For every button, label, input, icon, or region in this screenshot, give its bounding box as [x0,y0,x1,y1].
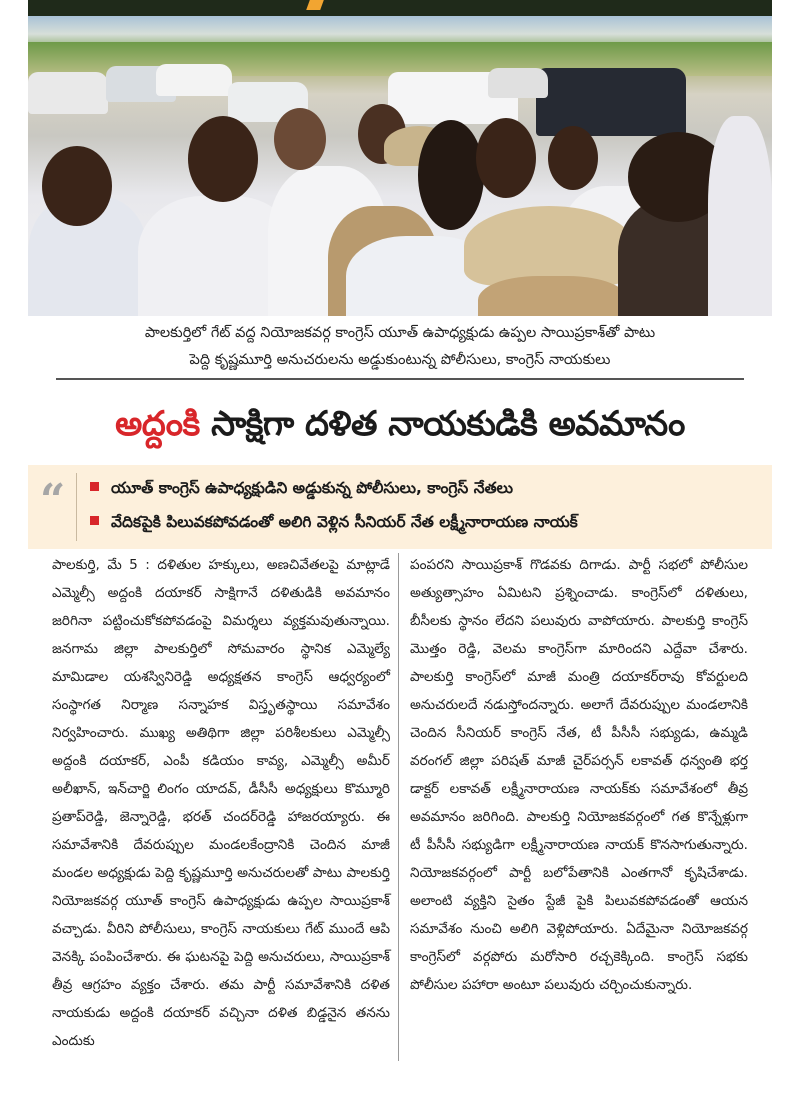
bullet-square-icon [90,516,99,525]
photo-caption [56,320,744,374]
article-headline [28,396,772,452]
photo-caption-line2: పెద్ది కృష్ణమూర్తి అనుచరులను అడ్డుకుంటున్న పోలీసులు, కాంగ్రెస్ నాయకులు [189,352,611,368]
highlight-text: వేదికపైకి పిలువకపోవడంతో అలిగి వెళ్లిన సీనియర్ నేత లక్ష్మీనారాయణ నాయక్ [111,513,578,531]
photo-person-head [418,120,484,230]
highlights-divider [76,473,77,541]
photo-person-head [476,118,536,198]
caption-divider [56,378,744,380]
photo-person-head [188,116,258,202]
news-photo [28,16,772,316]
banner-diamond-ornament [306,0,324,10]
photo-person-head [274,108,326,170]
photo-police-officer [478,276,628,316]
photo-car [536,68,686,136]
bullet-square-icon [90,482,99,491]
article-body-left-column: పాలకుర్తి, మే 5 : దళితుల హక్కులు, అణచివేతలపై మాట్లాడే ఎమ్మెల్సీ అద్దంకి దయాకర్ సాక్షిగానే దళితుడికి అవమానం జరిగినా పట్టించుకోకపోవడంపై విమర్శలు వ్యక్తమవుతున్నాయి. జనగామ జిల్లా పాలకుర్తిలో సోమవారం స్థానిక ఎమ్మెల్యే మామిడాల యశస్వినిరెడ్డి అధ్యక్షతన కాంగ్రెస్ ఆధ్వర్యంలో సంస్థాగత నిర్మాణ సన్నాహక విస్తృతస్థాయి సమావేశం నిర్వహించారు. ముఖ్య అతిథిగా జిల్లా పరిశీలకులు ఎమ్మెల్సీ అద్దంకి దయాకర్, ఎంపీ కడియం కావ్య, ఎమ్మెల్సీ అమీర్ అలీఖాన్, ఇన్‌చార్జి లింగం యాదవ్, డీసీసీ అధ్యక్షులు కొమ్మూరి ప్రతాప్‌రెడ్డి, జెన్నారెడ్డి, భరత్ చందర్‌రెడ్డి హాజరయ్యారు. ఈ సమావేశానికి దేవరుప్పుల మండలకేంద్రానికి చెందిన మాజీ మండల అధ్యక్షుడు పెద్ది కృష్ణమూర్తి అనుచరులతో పాటు పాలకుర్తి నియోజకవర్గ యూత్ కాంగ్రెస్ ఉపాధ్యక్షుడు ఉప్పల సాయిప్రకాశ్ వచ్చాడు. వీరిని పోలీసులు, కాంగ్రెస్ నాయకులు గేట్ ముందే ఆపి వెనక్కి పంపించేశారు. ఈ ఘటనపై పెద్ది అనుచరులు, సాయిప్రకాశ్ తీవ్ర ఆగ్రహం వ్యక్తం చేశారు. తమ పార్టీ సమావేశానికి దళిత నాయకుడు అద్దంకి దయాకర్ వచ్చినా దళిత బిడ్డనైన తనను ఎందుకు [52,557,390,1049]
highlights-box [28,465,772,549]
highlight-item [90,511,578,533]
highlight-text: యూత్ కాంగ్రెస్ ఉపాధ్యక్షుడిని అడ్డుకున్న పోలీసులు, కాంగ్రెస్ నేతలు [111,479,513,497]
photo-caption-line1: పాలకుర్తిలో గేట్ వద్ద నియోజకవర్గ కాంగ్రెస్ యూత్ ఉపాధ్యక్షుడు ఉప్పల సాయిప్రకాశ్‌తో పాటు [144,325,656,341]
headline-accent: అద్దంకి [115,404,200,444]
headline-rest: సాక్షిగా దళిత నాయకుడికి అవమానం [199,404,685,444]
photo-car [156,64,232,96]
photo-car [28,72,108,114]
column-divider [398,553,399,1061]
photo-car [488,68,548,98]
photo-person [708,116,772,316]
quote-mark-icon: “ [40,475,66,526]
top-banner-strip [28,0,772,16]
article-body-right-column: పంపరని సాయిప్రకాశ్ గొడవకు దిగాడు. పార్టీ సభలో పోలీసుల అత్యుత్సాహం ఏమిటని ప్రశ్నించాడు. కాంగ్రెస్‌లో దళితులు, బీసీలకు స్థానం లేదని పలువురు వాపోయారు. పాలకుర్తి కాంగ్రెస్ మొత్తం రెడ్డి, వెలమ కాంగ్రెస్‌గా మారిందని ఎద్దేవా చేశారు. పాలకుర్తి కాంగ్రెస్‌లో మాజీ మంత్రి దయాకర్‌రావు కోవర్టులది అనుచరులదే నడుస్తోందన్నారు. అలాగే దేవరుప్పుల మండలానికి చెందిన సీనియర్ కాంగ్రెస్ నేత, టీ పీసీసీ సభ్యుడు, ఉమ్మడి వరంగల్ జిల్లా పరిషత్ మాజీ చైర్‌పర్సన్ లకావత్ ధన్వంతి భర్త డాక్టర్ లకావత్ లక్ష్మీనారాయణ నాయక్‌కు సమావేశంలో తీవ్ర అవమానం జరిగింది. పాలకుర్తి నియోజకవర్గంలో గత కొన్నేళ్లుగా టీ పీసీసీ సభ్యుడిగా లక్ష్మీనారాయణ నాయక్ కొనసాగుతున్నారు. నియోజకవర్గంలో పార్టీ బలోపేతానికి ఎంతగానో కృషిచేశాడు. అలాంటి వ్యక్తిని సైతం స్టేజీ పైకి పిలువకపోవడంతో ఆయన సమావేశం నుంచి అలిగి వెళ్లిపోయారు. ఏదేమైనా నియోజకవర్గ కాంగ్రెస్‌లో వర్గపోరు మరోసారి రచ్చకెక్కింది. కాంగ్రెస్ సభకు పోలీసుల పహారా అంటూ పలువురు చర్చించుకున్నారు. [410,557,748,993]
photo-person-head [42,146,112,226]
highlight-item [90,477,513,499]
photo-police-cap [464,206,634,286]
photo-person-head [548,126,598,190]
